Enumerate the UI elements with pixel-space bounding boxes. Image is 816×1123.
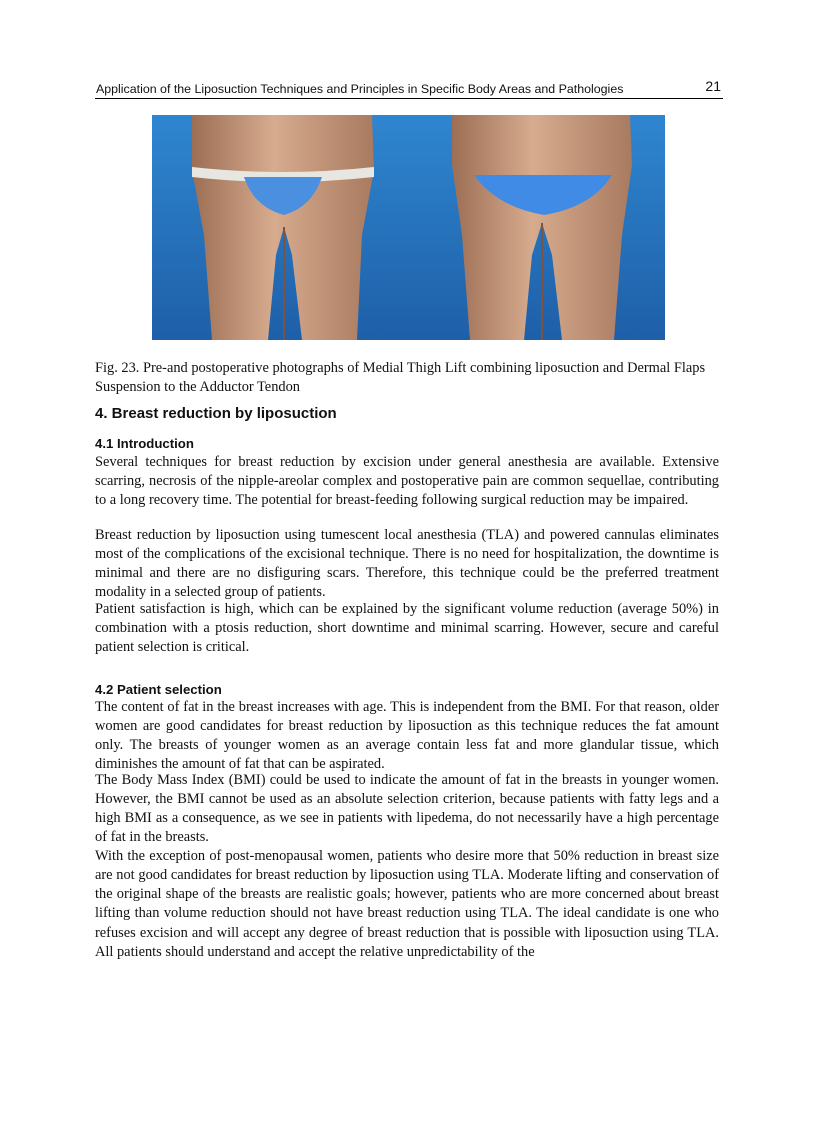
page-number: 21	[705, 78, 721, 94]
running-head-title: Application of the Liposuction Techniques and Principles in Specific Body Areas and Pathologies	[96, 82, 624, 96]
postoperative-figure	[452, 115, 632, 340]
section-heading: 4. Breast reduction by liposuction	[95, 405, 337, 422]
subsection-heading-patient-selection: 4.2 Patient selection	[95, 682, 222, 697]
figure-caption: Fig. 23. Pre-and postoperative photographs of Medial Thigh Lift combining liposuction and Dermal Flaps Suspension to the Adductor Tendon	[95, 360, 706, 396]
figure-photograph	[152, 115, 665, 340]
paragraph: Breast reduction by liposuction using tumescent local anesthesia (TLA) and powered cannulas eliminates most of the complications of the excisional technique. There is no need for hospitalization, the downtime is minimal and there are no disfiguring scars. Therefore, this technique could be the preferred treatment modality in a selected group of patients.	[95, 527, 719, 601]
paragraph: The Body Mass Index (BMI) could be used to indicate the amount of fat in the breasts in younger women. However, the BMI cannot be used as an absolute selection criterion, because patients with fatty legs and a high BMI as a consequence, as we see in patients with lipedema, do not necessarily have a high percentage of fat in the breasts.	[95, 772, 719, 846]
running-head	[95, 80, 723, 99]
paragraph: With the exception of post-menopausal women, patients who desire more that 50% reduction in breast size are not good candidates for breast reduction by liposuction using TLA. Moderate lifting and conservation of the original shape of the breasts are realistic goals; however, patients who are more concerned about breast lifting than volume reduction should not have breast reduction using TLA. The ideal candidate is one who refuses excision and will accept any degree of breast reduction that is possible with liposuction using TLA. All patients should understand and accept the relative unpredictability of the	[95, 848, 719, 960]
preoperative-figure	[192, 115, 374, 340]
paragraph: Patient satisfaction is high, which can be explained by the significant volume reduction (average 50%) in combination with a ptosis reduction, short downtime and minimal scarring. However, secure and careful patient selection is critical.	[95, 601, 719, 656]
subsection-heading-introduction: 4.1 Introduction	[95, 436, 194, 451]
paragraph: Several techniques for breast reduction by excision under general anesthesia are available. Extensive scarring, necrosis of the nipple-areolar complex and postoperative pain are common sequellae, contributing to a long recovery time. The potential for breast-feeding following surgical reduction may be impaired.	[95, 454, 719, 509]
paragraph: The content of fat in the breast increases with age. This is independent from the BMI. For that reason, older women are good candidates for breast reduction by liposuction as this technique reduces the fat amount only. The breasts of younger women as an average contain less fat and more glandular tissue, which diminishes the amount of fat that can be aspirated.	[95, 699, 719, 773]
